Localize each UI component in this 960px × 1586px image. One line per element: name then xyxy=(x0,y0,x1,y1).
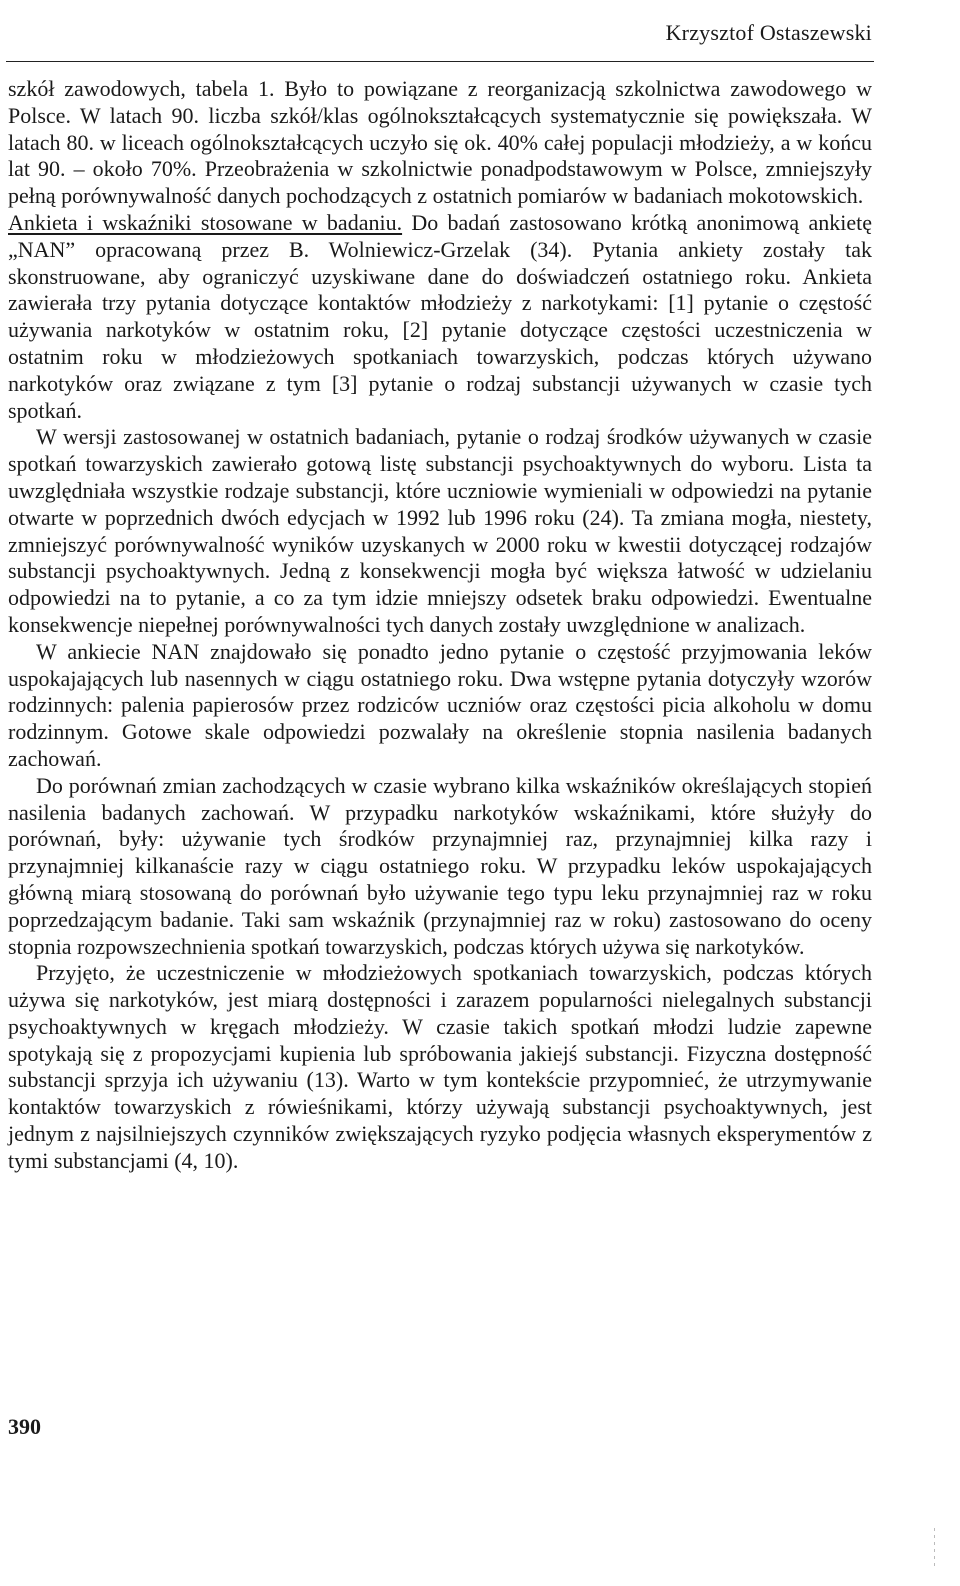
paragraph-3: W wersji zastosowanej w ostatnich badaniach, pytanie o rodzaj środków używanych w czasie spotkań towarzyskich zawierało gotową listę substancji psychoaktywnych do wyboru. Lista ta uwzględniała wszystkie rodzaje substancji, które uczniowie wymieniali w odpowiedzi na pytanie otwarte w poprzednich dwóch edycjach w 1992 lub 1996 roku (24). Ta zmiana mogła, niestety, zmniejszyć porównywalność wyników uzyskanych w 2000 roku w kwestii dotyczącej rodzajów substancji psychoaktywnych. Jedną z konsekwencji mogła być większa łatwość w udzielaniu odpowiedzi na to pytanie, a co za tym idzie mniejszy odsetek braku odpowiedzi. Ewentualne konsekwencje niepełnej porównywalności tych danych zostały uwzględnione w analizach. xyxy=(8,424,872,637)
paragraph-5: Do porównań zmian zachodzących w czasie wybrano kilka wskaźników określających stopień nasilenia badanych zachowań. W przypadku narkotyków wskaźnikami, które służyły do porównań, były: używanie tych środków przynajmniej raz, przynajmniej kilka razy i przynajmniej kilkanaście razy w ciągu ostatniego roku. W przypadku leków uspokajających główną miarą stosowaną do porównań było używanie tego typu leku przynajmniej raz w roku poprzedzającym badanie. Taki sam wskaźnik (przynajmniej raz w roku) zastosowano do oceny stopnia rozpowszechnienia spotkań towarzyskich, podczas których używa się narkotyków. xyxy=(8,772,872,959)
paragraph-1: szkół zawodowych, tabela 1. Było to powiązane z reorganizacją szkolnictwa zawodowego w Polsce. W latach 90. liczba szkół/klas ogólnokształcących systematycznie się powiększała. W latach 80. w liceach ogólnokształcących uczyło się ok. 40% całej populacji młodzieży, a w końcu lat 90. – około 70%. Przeobrażenia w szkolnictwie ponadpodstawowym w Polsce, zmniejszyły pełną porównywalność danych pochodzących z ostatnich pomiarów w badaniach mokotowskich. xyxy=(8,76,872,209)
paragraph-6: Przyjęto, że uczestniczenie w młodzieżowych spotkaniach towarzyskich, podczas których używa się narkotyków, jest miarą dostępności i zarazem popularności nielegalnych substancji psychoaktywnych w kręgach młodzieży. W czasie takich spotkań młodzi ludzie zapewne spotykają się z propozycjami kupienia lub spróbowania jakiejś substancji. Fizyczna dostępność substancji sprzyja ich używaniu (13). Warto w tym kontekście przypomnieć, że utrzymywanie kontaktów towarzyskich z rówieśnikami, którzy używają substancji psychoaktywnych, jest jednym z najsilniejszych czynników zwiększających ryzyko podjęcia własnych eksperymentów z tymi substancjami (4, 10). xyxy=(8,960,872,1173)
paragraph-2 xyxy=(8,210,872,424)
scan-margin-mark xyxy=(934,1528,935,1568)
paragraph-4: W ankiecie NAN znajdowało się ponadto jedno pytanie o częstość przyjmowania leków uspokajających lub nasennych w ciągu ostatniego roku. Dwa wstępne pytania dotyczyły wzorów rodzinnych: palenia papierosów przez rodziców uczniów oraz częstości picia alkoholu w domu rodzinnym. Gotowe skale odpowiedzi pozwalały na określenie stopnia nasilenia badanych zachowań. xyxy=(8,638,872,771)
page-number: 390 xyxy=(8,1414,41,1439)
running-header-author: Krzysztof Ostaszewski xyxy=(665,20,872,45)
header-rule xyxy=(6,61,874,62)
body-text xyxy=(8,76,872,1175)
paragraph-2-body: Do badań zastosowano krótką anonimową ankietę „NAN” opracowaną przez B. Wolniewicz-Grzelak (34). Pytania ankiety zostały tak skonstruowane, aby ograniczyć uzyskiwane dane do doświadczeń ostatniego roku. Ankieta zawierała trzy pytania dotyczące kontaktów młodzieży z narkotykami: [1] pytanie o częstość używania narkotyków w ostatnim roku, [2] pytanie dotyczące częstości uczestniczenia w ostatnim roku w młodzieżowych spotkaniach towarzyskich, podczas których używano narkotyków oraz związane z tym [3] pytanie o rodzaj substancji używanych w czasie tych spotkań. xyxy=(8,209,872,423)
section-heading: Ankieta i wskaźniki stosowane w badaniu. xyxy=(8,209,403,235)
